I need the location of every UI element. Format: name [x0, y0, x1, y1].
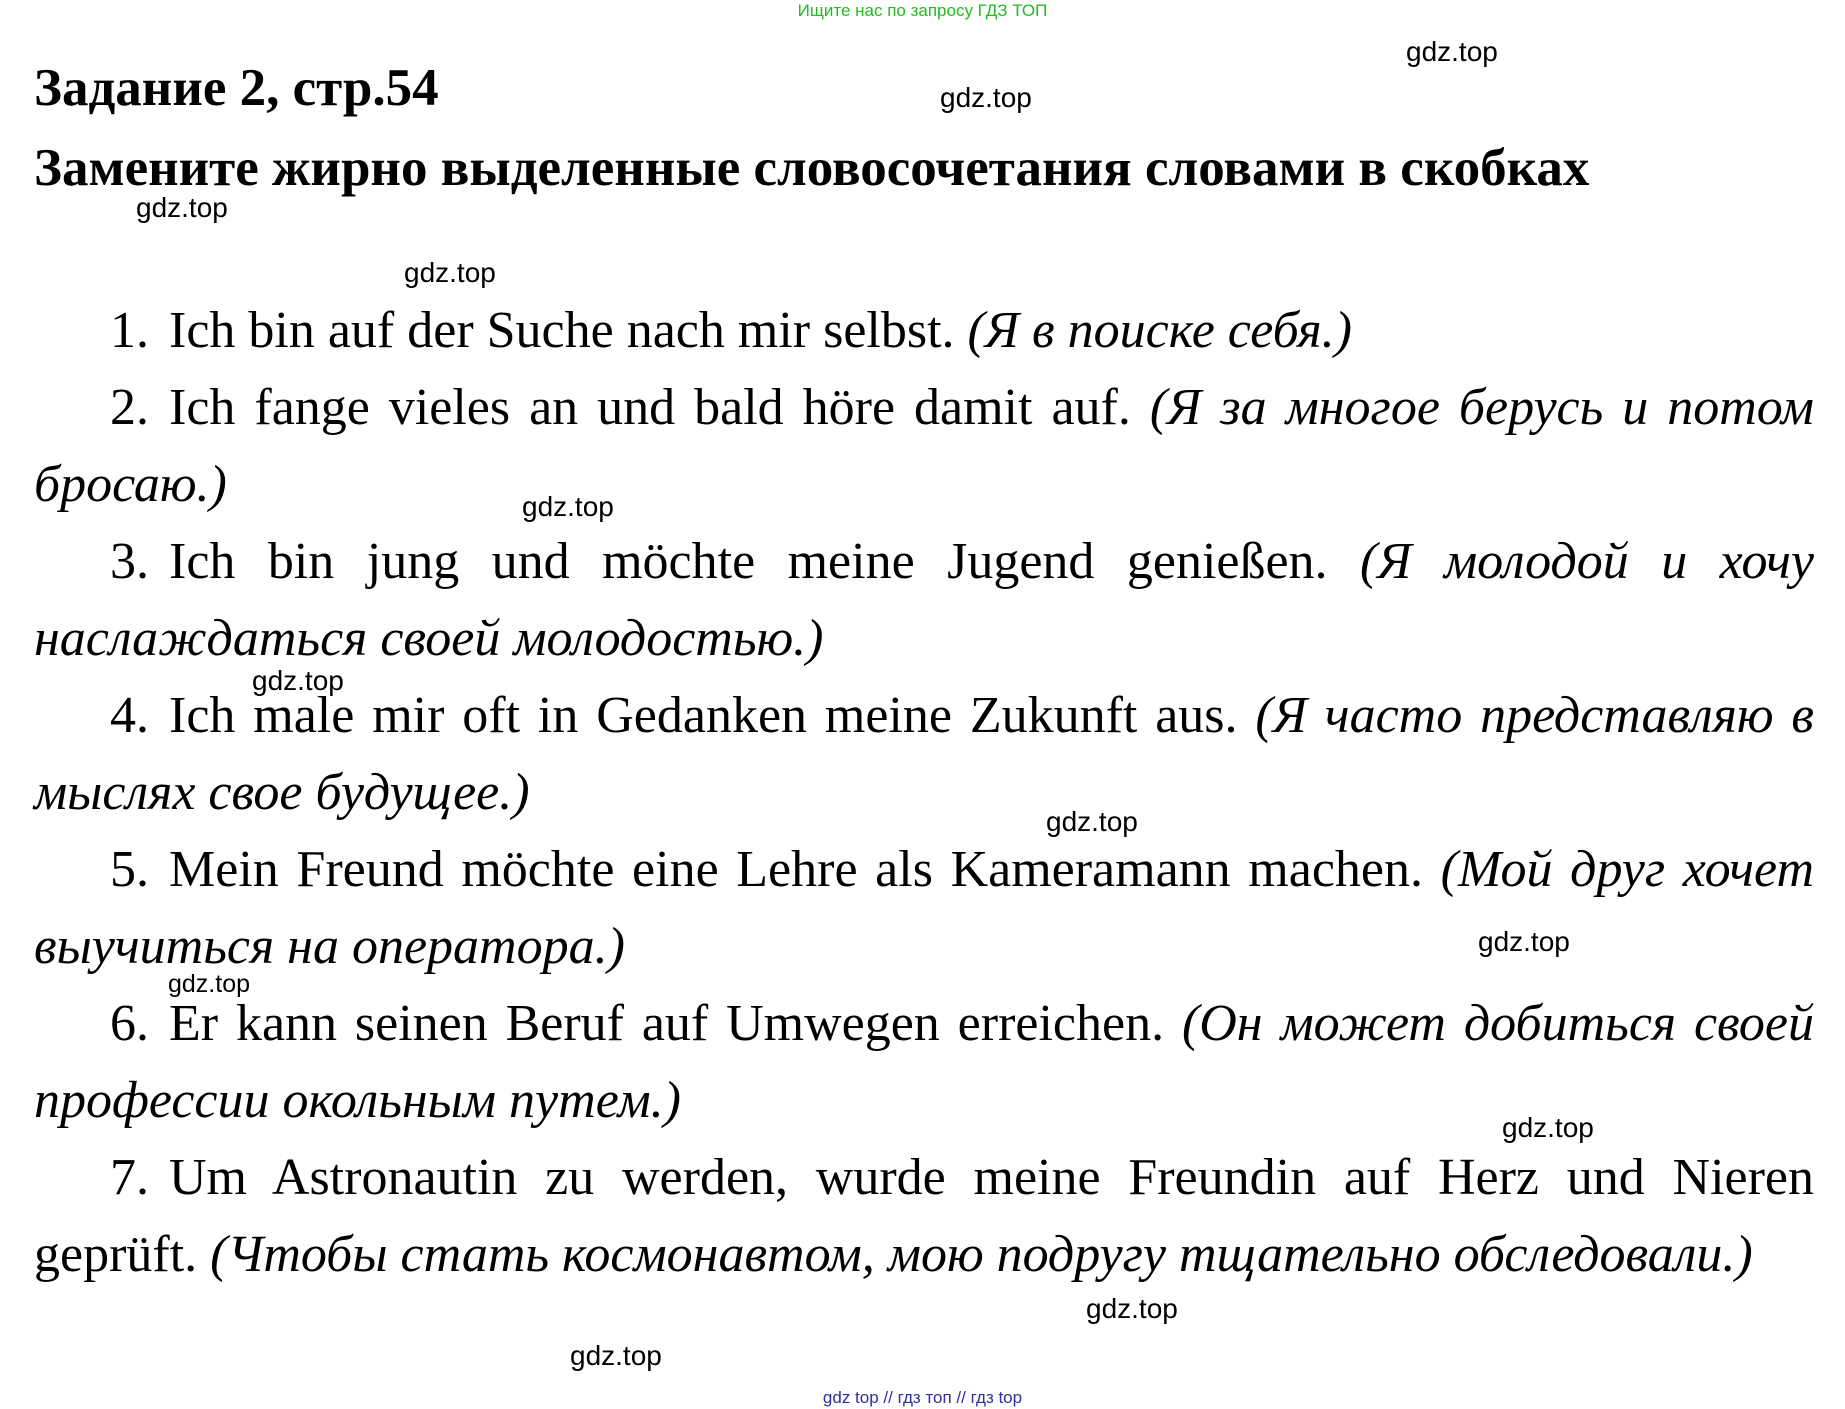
watermark: gdz.top: [570, 1340, 662, 1371]
watermark: gdz.top: [252, 665, 344, 696]
task-title: Задание 2, стр.54: [34, 59, 439, 117]
watermark: gdz.top: [136, 192, 228, 223]
russian-translation: (Я в поиске себя.): [967, 302, 1352, 359]
item-number: 1.: [110, 302, 149, 359]
item-number: 2.: [110, 379, 149, 436]
item-number: 7.: [110, 1149, 149, 1206]
item-number: 6.: [110, 995, 149, 1052]
exercise-item-2: [34, 369, 1814, 523]
task-subtitle: Замените жирно выделенные словосочетания словами в скобках: [34, 139, 1590, 197]
russian-translation: (Я за многое берусь и потом бросаю.): [34, 379, 1814, 513]
watermark: gdz.top: [940, 82, 1032, 113]
item-number: 4.: [110, 687, 149, 744]
russian-translation: (Мой друг хочет выучиться на оператора.): [34, 841, 1814, 975]
russian-translation: (Я часто представляю в мыслях свое будущее.): [34, 687, 1814, 821]
german-sentence: Ich male mir oft in Gedanken meine Zukunft aus.: [169, 687, 1238, 744]
russian-translation: (Я молодой и хочу наслаждаться своей молодостью.): [34, 533, 1815, 667]
german-sentence: Mein Freund möchte eine Lehre als Kameramann machen.: [169, 841, 1423, 898]
german-sentence: Er kann seinen Beruf auf Umwegen erreichen.: [169, 995, 1165, 1052]
exercise-item-1: [34, 292, 1814, 369]
watermark: gdz.top: [1406, 36, 1498, 67]
watermark: gdz.top: [1478, 926, 1570, 957]
german-sentence: Ich bin jung und möchte meine Jugend genießen.: [169, 533, 1328, 590]
watermark: gdz.top: [404, 257, 496, 288]
german-sentence: Um Astronautin zu werden, wurde meine Freundin auf Herz und Nieren geprüft.: [34, 1149, 1814, 1283]
item-number: 3.: [110, 533, 149, 590]
exercise-item-7: [34, 1139, 1814, 1293]
watermark: gdz.top: [1086, 1293, 1178, 1324]
watermark: gdz.top: [1046, 806, 1138, 837]
german-sentence: Ich fange vieles an und bald höre damit auf.: [169, 379, 1131, 436]
top-banner: Ищите нас по запросу ГДЗ ТОП: [797, 1, 1048, 20]
russian-translation: (Чтобы стать космонавтом, мою подругу тщательно обследовали.): [210, 1226, 1753, 1283]
watermark: gdz.top: [1502, 1112, 1594, 1143]
watermark: gdz.top: [168, 970, 251, 998]
footer: gdz top // гдз топ // гдз top: [822, 1388, 1023, 1407]
exercise-item-4: [34, 677, 1814, 831]
exercise-item-5: [34, 831, 1814, 985]
russian-translation: (Он может добиться своей профессии окольным путем.): [34, 995, 1814, 1129]
watermark: gdz.top: [522, 491, 614, 522]
item-number: 5.: [110, 841, 149, 898]
german-sentence: Ich bin auf der Suche nach mir selbst.: [169, 302, 955, 359]
exercise-item-3: [34, 523, 1814, 677]
